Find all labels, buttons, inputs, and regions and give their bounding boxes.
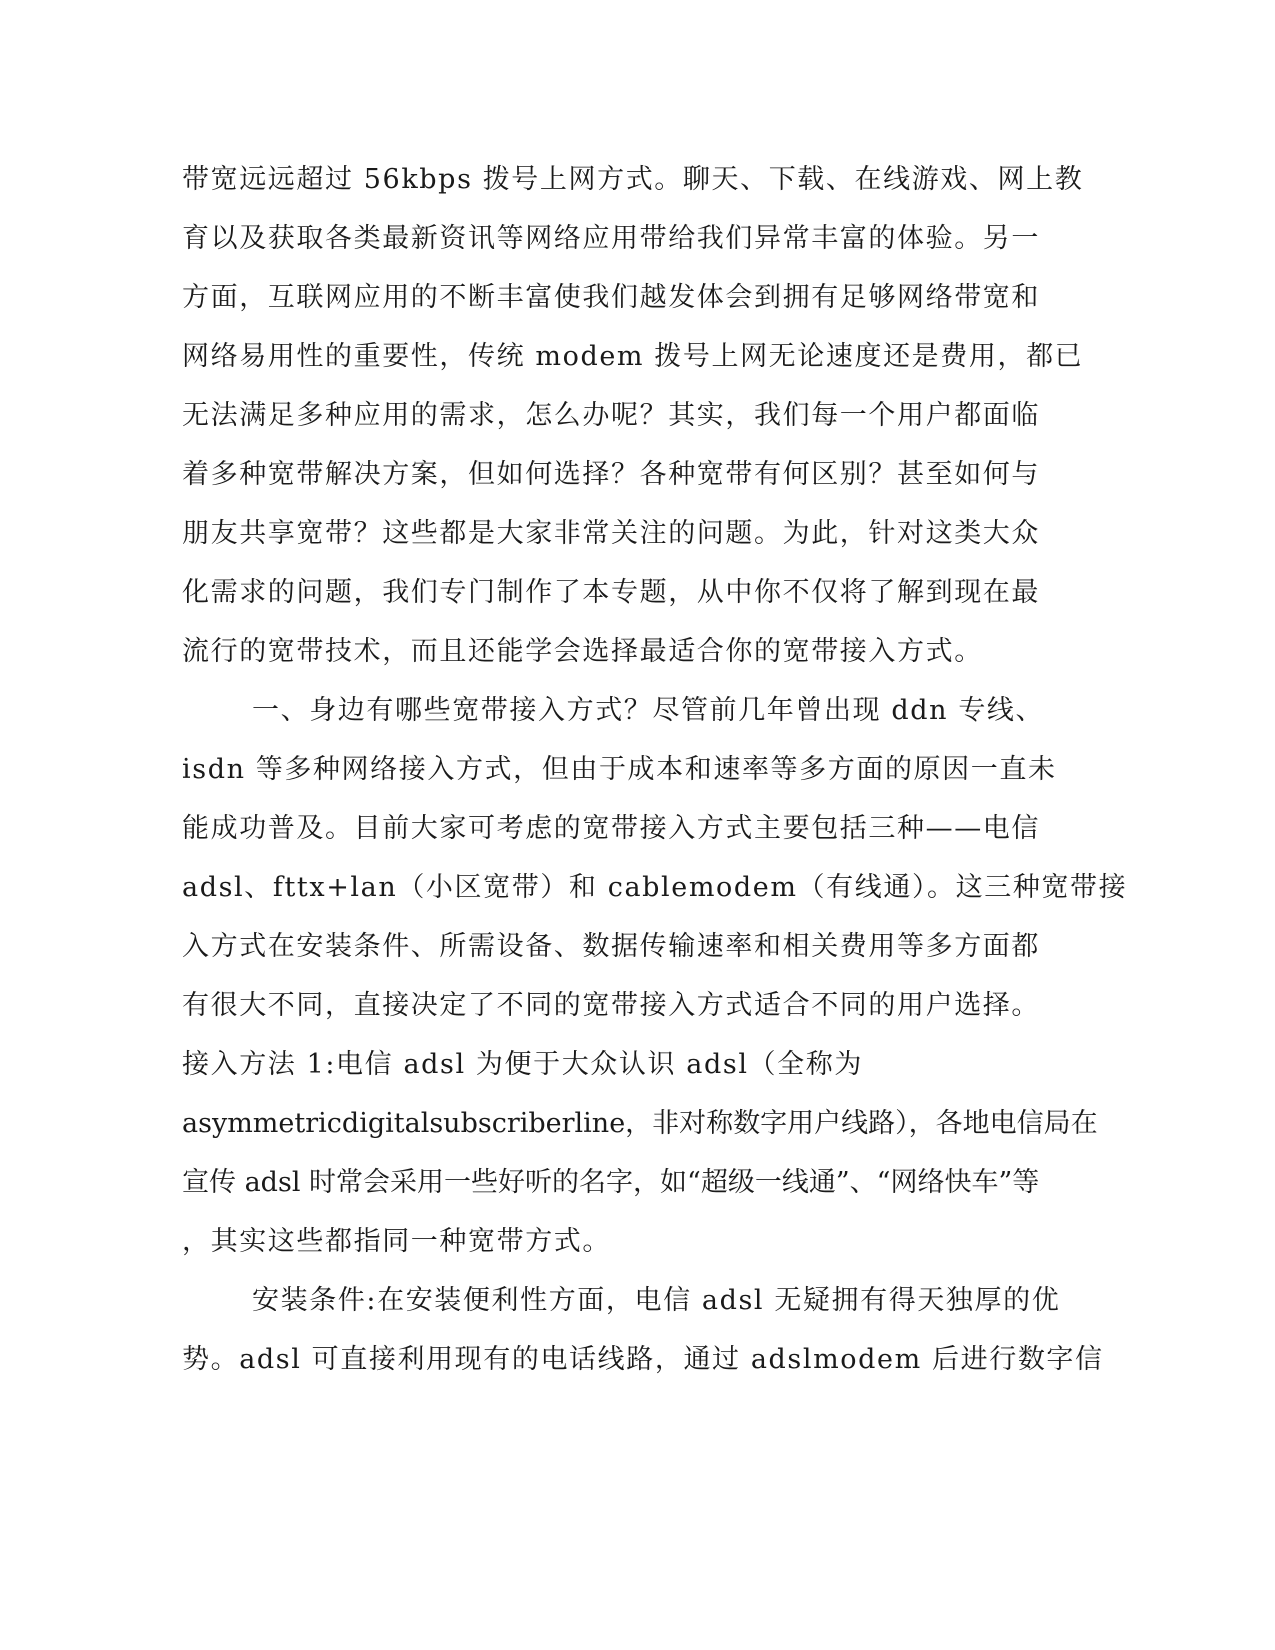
text-line: 一、身边有哪些宽带接入方式？尽管前几年曾出现 ddn 专线、 [252, 695, 1045, 726]
text-line: 无法满足多种应用的需求，怎么办呢？其实，我们每一个用户都面临 [182, 400, 1040, 431]
text-line: 接入方法 1:电信 adsl 为便于大众认识 adsl（全称为 [182, 1049, 863, 1080]
text-line: 能成功普及。目前大家可考虑的宽带接入方式主要包括三种——电信 [182, 813, 1040, 844]
text-line: 入方式在安装条件、所需设备、数据传输速率和相关费用等多方面都 [182, 931, 1040, 962]
text-line: 化需求的问题，我们专门制作了本专题，从中你不仅将了解到现在最 [182, 577, 1040, 608]
text-line: 网络易用性的重要性，传统 modem 拨号上网无论速度还是费用，都已 [182, 341, 1084, 372]
text-line: ，其实这些都指同一种宽带方式。 [182, 1226, 611, 1257]
text-line: 有很大不同，直接决定了不同的宽带接入方式适合不同的用户选择。 [182, 990, 1040, 1021]
text-line: 势。adsl 可直接利用现有的电话线路，通过 adslmodem 后进行数字信 [182, 1344, 1104, 1375]
text-line: 育以及获取各类最新资讯等网络应用带给我们异常丰富的体验。另一 [182, 223, 1040, 254]
text-line: 方面，互联网应用的不断丰富使我们越发体会到拥有足够网络带宽和 [182, 282, 1040, 313]
text-line: isdn 等多种网络接入方式，但由于成本和速率等多方面的原因一直未 [182, 754, 1057, 785]
text-line: 流行的宽带技术，而且还能学会选择最适合你的宽带接入方式。 [182, 636, 983, 667]
text-line: adsl、fttx+lan（小区宽带）和 cablemodem（有线通）。这三种宽带接 [182, 872, 1128, 903]
text-line: 着多种宽带解决方案，但如何选择？各种宽带有何区别？甚至如何与 [182, 459, 1040, 490]
text-line: 安装条件:在安装便利性方面，电信 adsl 无疑拥有得天独厚的优 [252, 1285, 1061, 1316]
text-line: 宣传 adsl 时常会采用一些好听的名字，如“超级一线通”、“网络快车”等 [182, 1167, 1040, 1198]
text-line: asymmetricdigitalsubscriberline，非对称数字用户线路），各地电信局在 [182, 1108, 1098, 1139]
text-line: 带宽远远超过 56kbps 拨号上网方式。聊天、下载、在线游戏、网上教 [182, 164, 1084, 195]
text-line: 朋友共享宽带？这些都是大家非常关注的问题。为此，针对这类大众 [182, 518, 1040, 549]
